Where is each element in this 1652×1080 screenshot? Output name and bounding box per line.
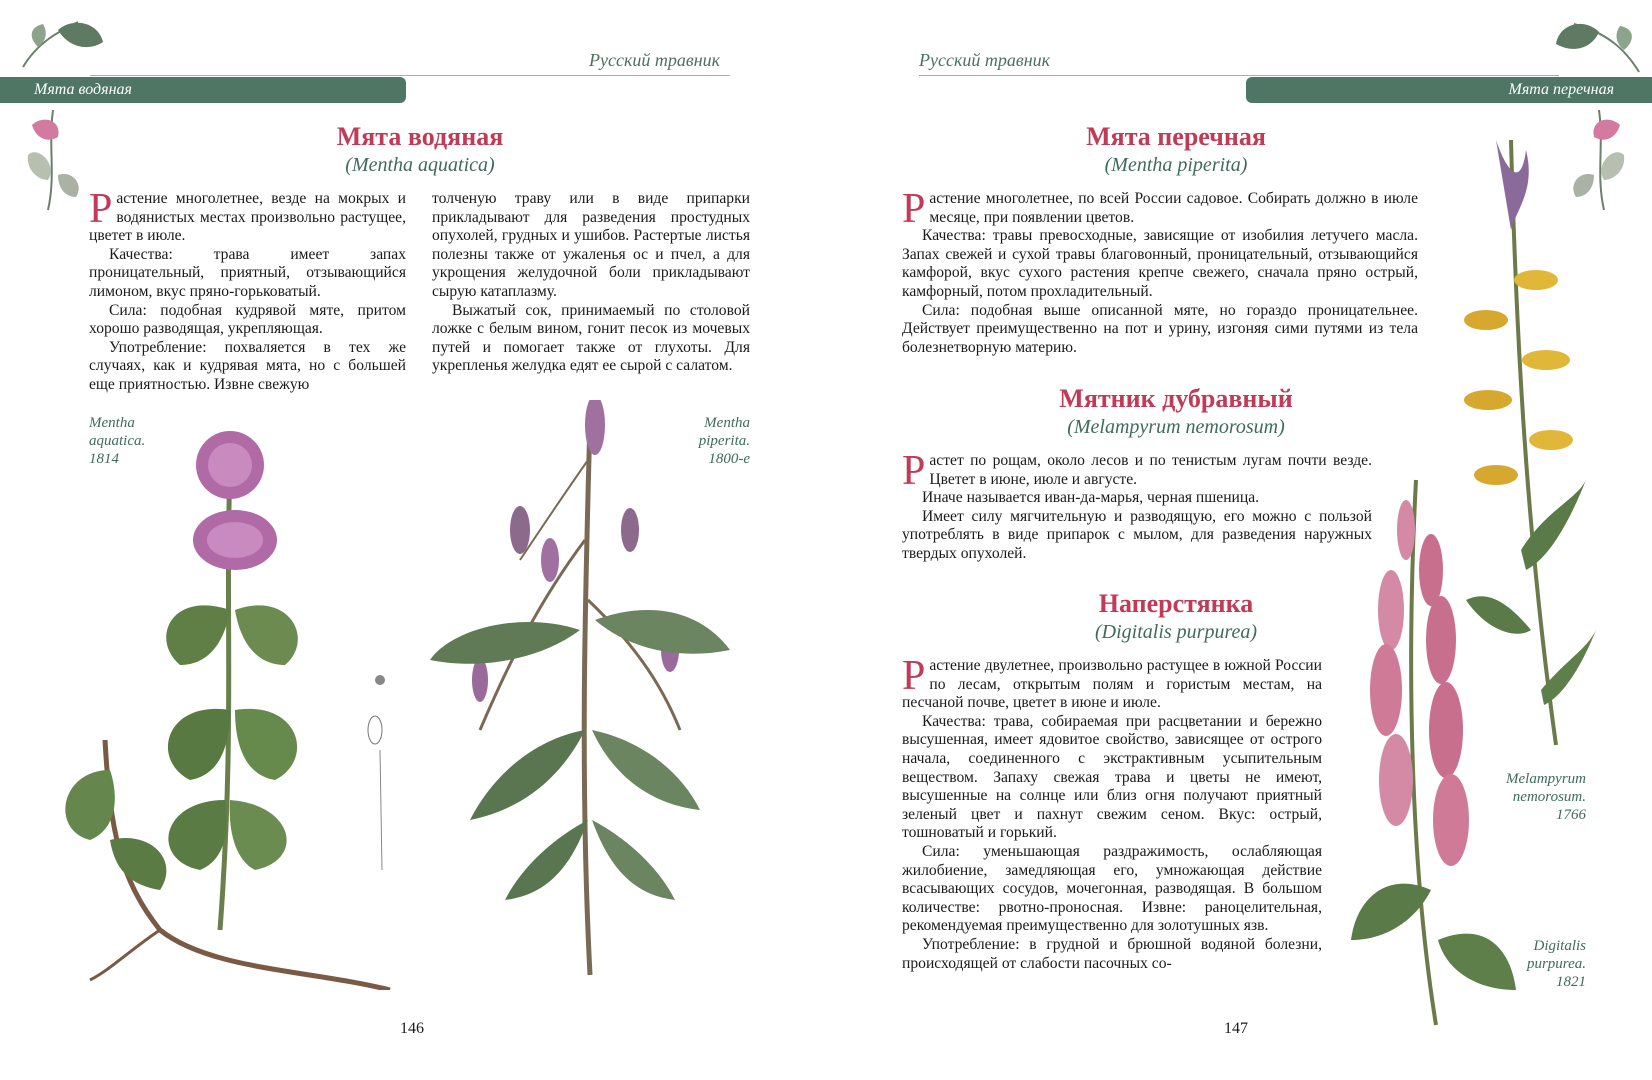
paragraph: Сила: уменьшающая раздражимость, ослабляющая жилобиение, замедляющая его, умножающая действие всасывающих сосудов, мочегонная, разводящая. В большом количестве: рвотно-проносная. Извне: раноцелительная, рекомендуемая преимущественно для золотушных язв. [902,842,1322,935]
section-latin-name: (Mentha piperita) [1104,154,1248,176]
running-title: Русский травник [919,50,1051,70]
section-latin-name: (Melampyrum nemorosum) [1067,416,1285,438]
section-title: Наперстянка [1098,589,1254,618]
illustration-caption: Mentha aquatica. 1814 [89,415,146,467]
header-rule [919,75,1559,76]
flower-detail-sketches [360,670,400,870]
paragraph: астение многолетнее, по всей России садовое. Собирать должно в июле месяце, при появлении цветов. [929,190,1418,226]
paragraph: Имеет силу мягчительную и разводящую, его можно с пользой употреблять в виде припарок с мылом, для разведения наружных твердых опухолей. [902,507,1372,562]
illustration-caption: Digitalis purpurea. 1821 [1526,938,1586,990]
text-column-2 [432,190,750,376]
section-text [902,448,1372,564]
section-tab: Мята перечная [1246,77,1652,103]
section-title: Мятник дубравный [1059,384,1293,413]
corner-ornament-top-right [1554,12,1644,82]
paragraph: астение двулетнее, произвольно растущее в южной России по лесам, открытым полям и гористым местам, на песчаной почве, цветет в июне и июле. [902,657,1322,712]
mentha-piperita-illustration [420,400,740,980]
section-text [902,186,1418,357]
page-number: 146 [400,1020,424,1037]
illustration-caption: Melampyrum nemorosum. 1766 [1506,771,1586,823]
paragraph: Иначе называется иван-да-марья, черная пшеница. [922,489,1260,507]
page-number: 147 [1224,1020,1248,1037]
paragraph: Сила: подобная выше описанной мяте, но гораздо проницательнее. Действует преимущественно на пот и урину, изгоняя сими путями из тела болезнетворную материю. [902,301,1418,356]
article-latin-name: (Mentha aquatica) [345,154,495,176]
paragraph: астение многолетнее, везде на мокрых и водянистых местах произвольно растущее, цветет в июле. [89,190,406,245]
paragraph: толченую траву или в виде припарки прикладывают для разведения простудных опухолей, грудных и ушибов. Растертые листья полезны также от ужаленья ос и пчел, а для укрощения желудочной боли прикладывают сырую катаплазму. [432,190,750,300]
paragraph: Употребление: похваляется в тех же случаях, как и кудрявая мята, но с большей еще приятностью. Извне свежую [89,338,406,393]
paragraph: Качества: травы превосходные, зависящие от изобилия летучего масла. Запах свежей и сухой травы благовонный, проницательный, отзывающийся камфорой, вкус сухого растения крепче свежего, сначала пряно острый, камфорный, потом прохладительный. [902,227,1418,300]
section-tab: Мята водяная [0,77,406,103]
drop-cap: Р [89,186,113,232]
paragraph: Употребление: в грудной и брюшной водяной болезни, происходящей от слабости пасочных со- [902,935,1322,972]
paragraph: Выжатый сок, принимаемый по столовой ложке с белым вином, гонит песок из мочевых путей и помогает также от глухоты. Для укрепленья желудка едят ее сырой с салатом. [432,301,750,375]
drop-cap: Р [902,448,926,494]
drop-cap: Р [902,186,926,232]
running-title: Русский травник [589,50,721,70]
paragraph: Качества: трава имеет запах проницательный, приятный, отзывающийся лимоном, вкус пряно-горьковатый. [89,245,406,300]
mentha-aquatica-illustration [50,410,410,990]
section-latin-name: (Digitalis purpurea) [1094,621,1258,643]
drop-cap: Р [902,653,926,699]
paragraph: астет по рощам, около лесов и по тенистым лугам почти везде. Цветет в июне, июле и августе. [929,452,1372,488]
section-title: Мята перечная [1086,122,1266,151]
paragraph: Качества: трава, собираемая при расцветании и бережно высушенная, имеет ядовитое свойство, зависящее от острого начала, соединенного с экстрактивным усыпительным веществом. Запаху свежая трава и цветы не имеют, высушенные на солнце или близ огня получают приятный зеленый цвет и пахнут свежим сеном. Вкус: острый, тошноватый и горький. [902,712,1322,842]
section-text [902,653,1322,973]
corner-ornament-top-left [18,12,108,72]
right-page [826,0,1652,1080]
paragraph: Сила: подобная кудрявой мяте, притом хорошо разводящая, укрепляющая. [89,301,406,338]
illustration-caption: Mentha piperita. 1800-е [698,415,750,467]
article-title: Мята водяная [336,122,504,151]
header-rule [90,75,730,76]
side-flower-ornament [18,105,88,215]
text-column-1 [89,186,406,395]
